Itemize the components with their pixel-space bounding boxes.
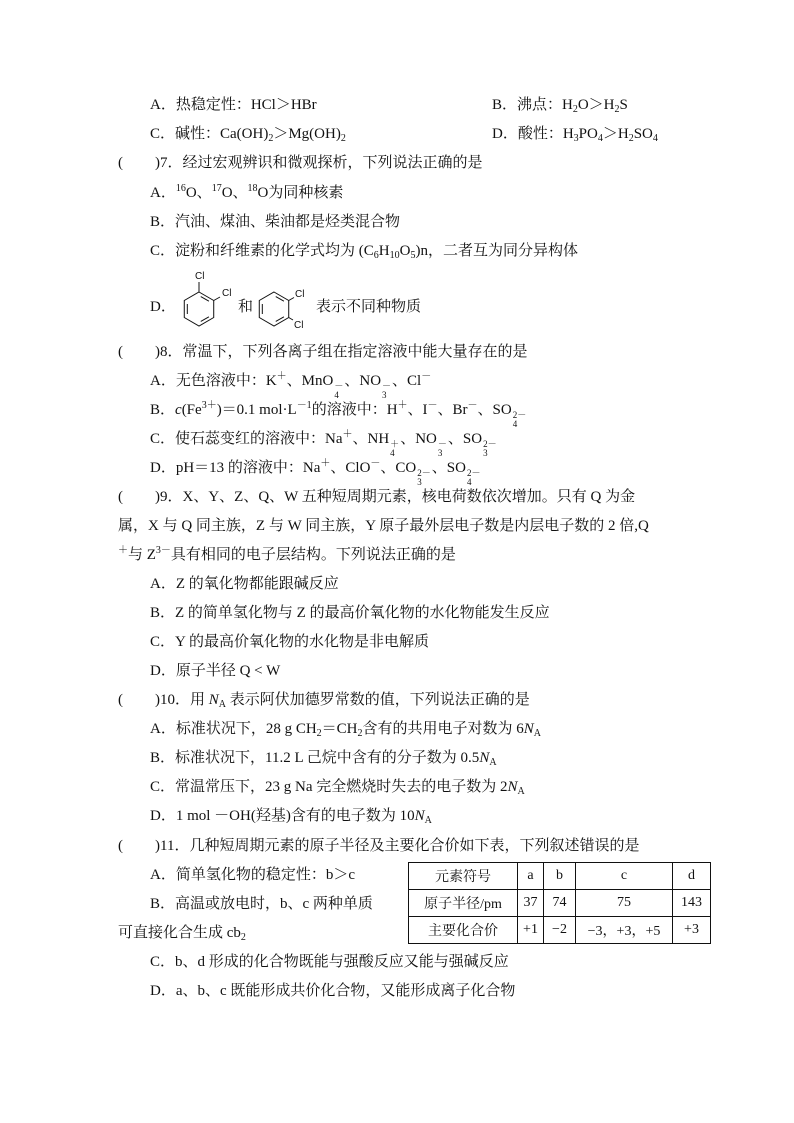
text-run: C．淀粉和纤维素的化学式均为 (C — [150, 243, 374, 259]
text-run: A．简单氢化物的稳定性：b＞c — [150, 867, 355, 883]
table-cell: +3 — [673, 917, 711, 944]
text-run: 、NH — [352, 431, 390, 447]
answer-blank-open: ( — [118, 838, 123, 854]
text-run: 、SO — [447, 431, 483, 447]
text-run: )＝0.1 mol·L — [216, 402, 297, 418]
text-run: 11．几种短周期元素的原子半径及主要化合价如下表，下列叙述错误的是 — [160, 838, 640, 854]
table-cell: −3，+3，+5 — [576, 917, 673, 944]
superscript: 18 — [247, 183, 258, 194]
table-cell: 74 — [544, 890, 576, 917]
answer-blank-close: ) — [155, 692, 160, 708]
subscript: 2 — [614, 104, 620, 115]
ion-charge-stack — [390, 440, 399, 458]
q10-option-a — [150, 718, 541, 740]
text-run: 、MnO — [286, 373, 334, 389]
subscript: A — [218, 699, 227, 710]
q9-stem-line-3 — [118, 544, 456, 566]
q7-option-a — [150, 182, 343, 204]
table-cell: d — [673, 863, 711, 890]
table-cell: 元素符号 — [409, 863, 518, 890]
text-run: B．标准状况下，11.2 L 己烷中含有的分子数为 0.5 — [150, 750, 480, 766]
ion-charge-stack — [513, 411, 527, 429]
answer-blank-close: ) — [155, 838, 160, 854]
q8-option-d — [150, 457, 481, 487]
chlorine-label: Cl — [295, 289, 305, 300]
ion-charge: 2－ — [466, 468, 481, 478]
superscript: 17 — [211, 183, 222, 194]
table-cell: a — [518, 863, 544, 890]
q10-option-b — [150, 747, 497, 769]
superscript: 16 — [175, 183, 186, 194]
subscript: 4 — [652, 133, 658, 144]
italic-symbol: N — [507, 779, 518, 795]
table-row — [409, 890, 711, 917]
text-run: 、SO — [477, 402, 512, 418]
text-run: 的溶液中：H — [311, 402, 398, 418]
superscript: ＋ — [118, 545, 128, 556]
text-run: O、 — [221, 185, 248, 201]
superscript: 3＋ — [201, 400, 217, 411]
text-run: 、Cl — [392, 373, 422, 389]
table-cell: 37 — [518, 890, 544, 917]
subscript: 3 — [573, 133, 579, 144]
ion-charge: ＋ — [390, 439, 400, 449]
subscript: 2 — [357, 728, 363, 739]
text-run: PO — [578, 126, 598, 142]
table-header-row — [409, 863, 711, 890]
italic-symbol: N — [208, 692, 219, 708]
table-cell: 143 — [673, 890, 711, 917]
subscript: 2 — [316, 728, 322, 739]
subscript: 5 — [410, 250, 416, 261]
q9-stem-text — [160, 489, 635, 505]
text-run: 10．用 — [160, 692, 209, 708]
q8-option-c — [150, 428, 498, 458]
text-run: 、NO — [400, 431, 437, 447]
q6-option-b — [492, 94, 628, 116]
italic-symbol: N — [479, 750, 490, 766]
text-run: 、SO — [431, 460, 466, 476]
q7-option-d-text: 表示不同种物质 — [316, 299, 422, 315]
superscript: ＋ — [397, 400, 408, 411]
ion-charge-stack — [382, 382, 391, 400]
q7-stem — [118, 152, 483, 174]
q8-stem — [118, 341, 528, 363]
text-run: C．常温常压下，23 g Na 完全燃烧时失去的电子数为 2 — [150, 779, 508, 795]
text-run: 、ClO — [330, 460, 371, 476]
q9-stem — [118, 486, 635, 508]
q9-stem-line-2 — [118, 515, 649, 537]
subscript: A — [517, 786, 525, 797]
chlorine-label: Cl — [222, 288, 232, 299]
text-run: O为同种核素 — [257, 185, 344, 201]
subscript: A — [533, 728, 542, 739]
q7-option-d-label: D． — [150, 299, 176, 315]
answer-blank-close: ) — [155, 155, 160, 171]
q10-option-d — [150, 805, 432, 827]
ion-charge: 2－ — [417, 468, 431, 478]
text-run: 具有相同的电子层结构。下列说法正确的是 — [170, 547, 456, 563]
q8-option-b — [150, 399, 527, 429]
subscript: 2 — [268, 133, 274, 144]
text-run: ＞Mg(OH) — [273, 126, 341, 142]
element-data-table — [408, 862, 711, 944]
subscript: 2 — [572, 104, 578, 115]
ion-charge-stack — [417, 469, 431, 487]
q7-option-c — [150, 240, 578, 262]
ion-charge: － — [382, 381, 392, 391]
text-run: ＝CH — [321, 721, 358, 737]
text-run: 表示阿伏加德罗常数的值，下列说法正确的是 — [226, 692, 530, 708]
ion-count: 4 — [334, 390, 339, 400]
ion-charge-stack — [483, 440, 497, 458]
ion-charge: － — [334, 381, 344, 391]
text-run: 、CO — [380, 460, 417, 476]
ion-charge-stack — [467, 469, 481, 487]
answer-blank-open: ( — [118, 692, 123, 708]
q8-stem-text — [160, 344, 528, 360]
ion-count: 4 — [466, 477, 472, 487]
text-run: O — [399, 243, 411, 259]
subscript: A — [424, 815, 432, 826]
text-run: O＞H — [577, 97, 615, 113]
text-run: B．汽油、煤油、柴油都是烃类混合物 — [150, 214, 401, 230]
q11-option-b-line-2 — [118, 922, 246, 944]
q7-option-d-joiner: 和 — [238, 299, 254, 315]
q9-option-a — [150, 573, 339, 595]
dichlorobenzene-structure-2 — [252, 278, 316, 334]
dichlorobenzene-structure-1 — [178, 268, 240, 330]
q9-option-b — [150, 602, 550, 624]
superscript: － — [427, 400, 438, 411]
table-cell: 主要化合价 — [409, 917, 518, 944]
text-run: 7．经过宏观辨识和微观探析，下列说法正确的是 — [160, 155, 483, 171]
text-run: C．使石蕊变红的溶液中：Na — [150, 431, 343, 447]
q10-stem-text — [160, 692, 530, 708]
text-run: 含有的共用电子对数为 6 — [362, 721, 524, 737]
q10-option-c — [150, 776, 525, 798]
q6-option-a — [150, 94, 317, 116]
table-row — [409, 917, 711, 944]
superscript: － — [467, 400, 478, 411]
q7-stem-text — [160, 155, 483, 171]
ion-count: 3 — [417, 477, 422, 487]
text-run: SO — [633, 126, 653, 142]
q6-option-d — [492, 123, 658, 145]
subscript: 2 — [340, 133, 346, 144]
ion-count: 3 — [382, 390, 387, 400]
text-run: 9．X、Y、Z、Q、W 五种短周期元素，核电荷数依次增加。只有 Q 为金 — [160, 489, 636, 505]
italic-symbol: c — [175, 402, 182, 418]
table-cell: 75 — [576, 890, 673, 917]
superscript: 3－ — [155, 545, 171, 556]
text-run: A．标准状况下，28 g CH — [150, 721, 317, 737]
ion-count: 3 — [437, 448, 443, 458]
text-run: 、I — [407, 402, 428, 418]
chlorine-label: Cl — [294, 320, 304, 331]
superscript: － — [421, 371, 432, 382]
subscript: 10 — [389, 250, 400, 261]
superscript: ＋ — [342, 429, 353, 440]
text-run: ＞H — [602, 126, 629, 142]
q11-option-d — [150, 980, 515, 1002]
ion-charge: 2－ — [483, 439, 497, 449]
italic-symbol: N — [414, 808, 425, 824]
text-run: S — [619, 97, 628, 113]
text-run: 与 Z — [128, 547, 156, 563]
q8-option-a — [150, 370, 432, 400]
q7-option-b — [150, 211, 400, 233]
text-run: A．无色溶液中：K — [150, 373, 277, 389]
subscript: 4 — [597, 133, 603, 144]
table-cell: c — [576, 863, 673, 890]
superscript: －1 — [296, 400, 312, 411]
text-run: )n，二者互为同分异构体 — [415, 243, 578, 259]
chlorine-label: Cl — [195, 271, 205, 282]
text-run: 属，X 与 Q 同主族，Z 与 W 同主族，Y 原子最外层电子数是内层电子数的 2 倍,Q — [118, 518, 649, 534]
table-cell: b — [544, 863, 576, 890]
ion-charge: 2－ — [512, 410, 527, 420]
subscript: A — [489, 757, 497, 768]
subscript: 2 — [628, 133, 634, 144]
table-cell: 原子半径/pm — [409, 890, 518, 917]
subscript: 6 — [373, 250, 379, 261]
ion-charge: － — [437, 439, 447, 449]
text-run: O、 — [185, 185, 212, 201]
q11-option-c — [150, 951, 509, 973]
text-run: D．pH＝13 的溶液中：Na — [150, 460, 321, 476]
q6-option-c — [150, 123, 346, 145]
text-run: B．沸点：H — [492, 97, 573, 113]
text-run: A． — [150, 185, 176, 201]
superscript: ＋ — [320, 458, 331, 469]
answer-blank-close: ) — [155, 489, 160, 505]
text-run: B． — [150, 402, 176, 418]
table-cell: −2 — [544, 917, 576, 944]
ion-charge-stack — [438, 440, 447, 458]
text-run: 可直接化合生成 cb — [118, 925, 241, 941]
ion-charge-stack — [334, 382, 343, 400]
superscript: － — [370, 458, 381, 469]
answer-blank-open: ( — [118, 344, 123, 360]
q9-option-c — [150, 631, 429, 653]
answer-blank-close: ) — [155, 344, 160, 360]
subscript: 2 — [240, 932, 246, 943]
text-run: C．碱性：Ca(OH) — [150, 126, 269, 142]
q11-stem — [118, 835, 639, 857]
ion-count: 4 — [512, 419, 518, 429]
q10-stem — [118, 689, 530, 711]
text-run: A．热稳定性：HCl＞HBr — [150, 97, 317, 113]
answer-blank-open: ( — [118, 155, 123, 171]
superscript: ＋ — [276, 371, 287, 382]
italic-symbol: N — [523, 721, 534, 737]
text-run: A．Z 的氧化物都能跟碱反应 — [150, 576, 339, 592]
text-run: C．Y 的最高价氧化物的水化物是非电解质 — [150, 634, 430, 650]
q11-option-b — [150, 893, 373, 915]
text-run: D．原子半径 Q < W — [150, 663, 281, 679]
text-run: 8．常温下，下列各离子组在指定溶液中能大量存在的是 — [160, 344, 528, 360]
table-cell: +1 — [518, 917, 544, 944]
text-run: 、NO — [344, 373, 382, 389]
text-run: D．1 mol －OH(羟基)含有的电子数为 10 — [150, 808, 415, 824]
ion-count: 4 — [390, 448, 395, 458]
q11-stem-text — [160, 838, 639, 854]
text-run: B．Z 的简单氢化物与 Z 的最高价氧化物的水化物能发生反应 — [150, 605, 550, 621]
text-run: (Fe — [181, 402, 202, 418]
q11-option-a — [150, 864, 355, 886]
text-run: D．酸性：H — [492, 126, 574, 142]
ion-count: 3 — [483, 448, 488, 458]
text-run: 、Br — [437, 402, 468, 418]
text-run: D．a、b、c 既能形成共价化合物，又能形成离子化合物 — [150, 983, 516, 999]
text-run: B．高温或放电时，b、c 两种单质 — [150, 896, 373, 912]
text-run: C．b、d 形成的化合物既能与强酸反应又能与强碱反应 — [150, 954, 509, 970]
q9-option-d — [150, 660, 280, 682]
text-run: H — [378, 243, 390, 259]
answer-blank-open: ( — [118, 489, 123, 505]
